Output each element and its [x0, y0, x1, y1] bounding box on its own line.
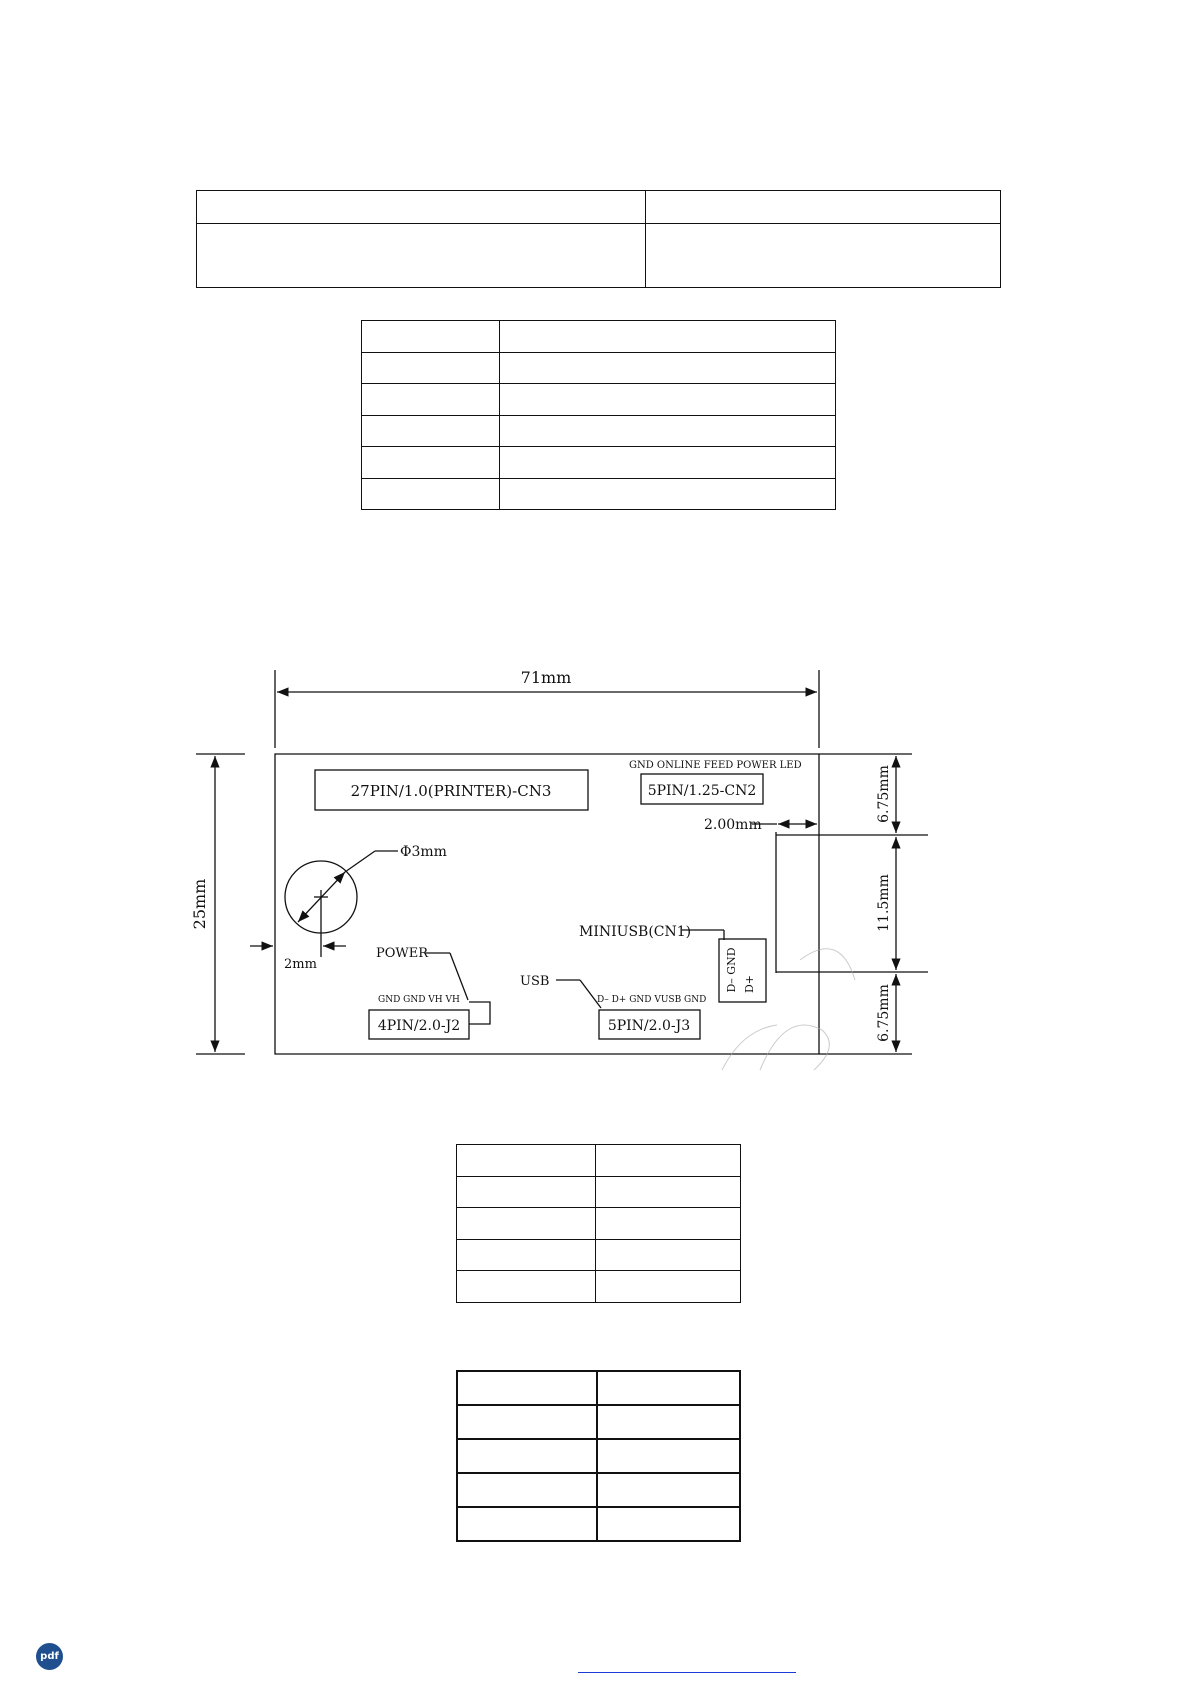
pin-table-1: [456, 1144, 741, 1303]
table-row: [457, 1208, 741, 1240]
footer-link[interactable]: [578, 1672, 796, 1673]
table-row: [457, 1271, 741, 1303]
spec-table: [361, 320, 836, 510]
table-row: [457, 1405, 740, 1439]
cn2-connector-label: 5PIN/1.25-CN2: [647, 783, 757, 799]
j3-connector-label: 5PIN/2.0-J3: [607, 1018, 691, 1034]
height-dimension-label: 25mm: [190, 878, 209, 930]
power-leader: [450, 953, 468, 1000]
cn3-connector-label: 27PIN/1.0(PRINTER)-CN3: [350, 782, 552, 800]
pin-table-2: [456, 1370, 741, 1542]
table-row: [457, 1176, 741, 1208]
table-row: [457, 1145, 741, 1177]
top-table: [196, 190, 1001, 288]
power-bracket: [469, 1002, 490, 1024]
offset-dimension-label: 2.00mm: [704, 817, 762, 833]
pdf-logo-icon: pdf: [36, 1643, 63, 1670]
j2-connector-label: 4PIN/2.0-J2: [377, 1018, 461, 1034]
j3-pin-labels: D– D+ GND VUSB GND: [597, 995, 707, 1005]
table-row: [197, 191, 1001, 224]
table-row: [362, 321, 836, 353]
usb-label: USB: [520, 974, 550, 989]
edge-dimension-label: 2mm: [284, 957, 317, 972]
table-row: [362, 478, 836, 510]
cn2-pin-labels: GND ONLINE FEED POWER LED: [629, 760, 802, 771]
hole-leader: [345, 851, 375, 872]
watermark-icon: [722, 949, 855, 1070]
table-row: [362, 447, 836, 479]
table-row: [457, 1371, 740, 1405]
table-row: [197, 224, 1001, 288]
table-row: [457, 1507, 740, 1541]
right-dimension-label: 6.75mm: [876, 765, 892, 823]
miniusb-label: MINIUSB(CN1): [579, 924, 692, 940]
width-dimension-label: 71mm: [520, 668, 572, 687]
table-row: [457, 1439, 740, 1473]
right-dimension-label: 11.5mm: [876, 874, 892, 932]
table-row: [362, 415, 836, 447]
cn1-pin-labels: D– GND: [725, 947, 738, 993]
cn1-pin-labels: D+: [743, 974, 756, 994]
j2-pin-labels: GND GND VH VH: [378, 995, 460, 1005]
table-row: [457, 1473, 740, 1507]
board-dimension-drawing: [0, 600, 1190, 1080]
table-row: [362, 352, 836, 384]
table-row: [362, 384, 836, 416]
power-label: POWER: [376, 946, 429, 961]
table-row: [457, 1239, 741, 1271]
right-dimension-label: 6.75mm: [876, 984, 892, 1042]
hole-diameter-label: Φ3mm: [400, 844, 447, 860]
